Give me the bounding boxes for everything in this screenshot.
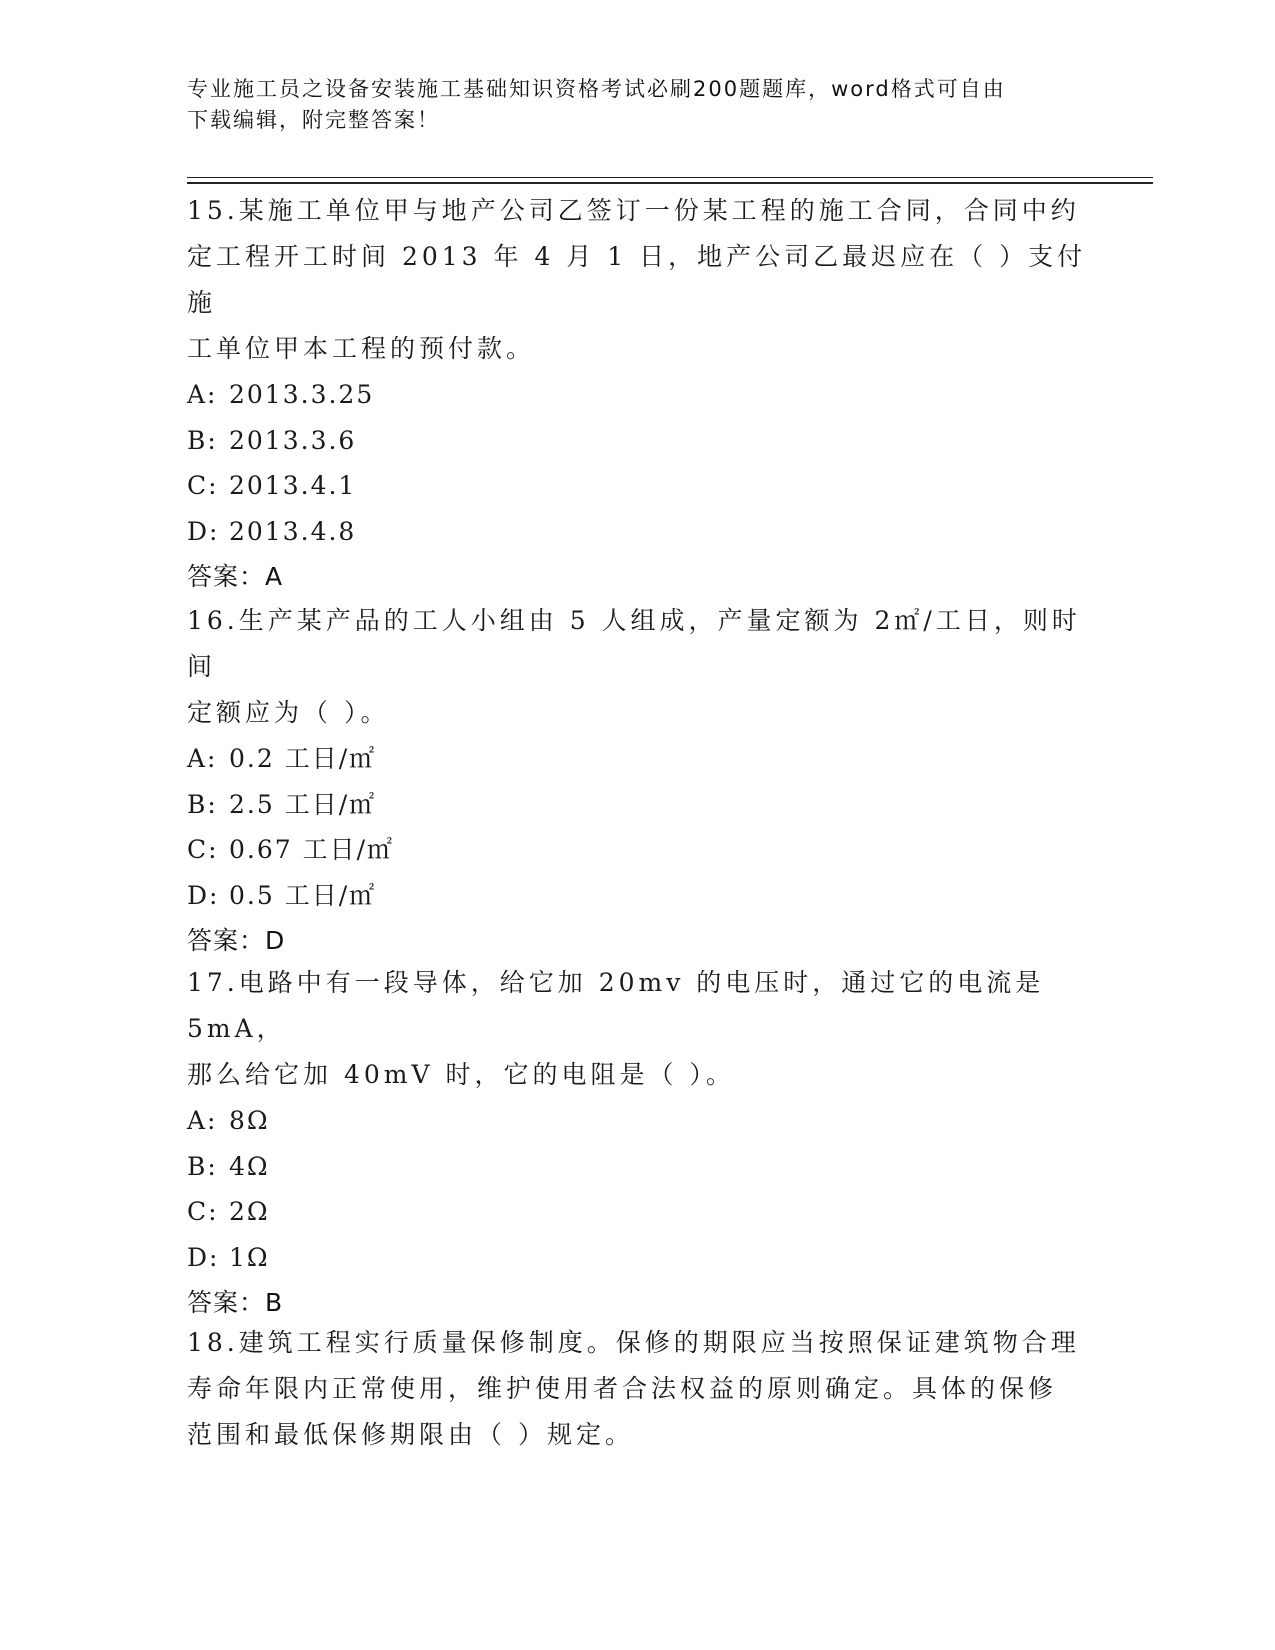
option-c — [187, 827, 1087, 873]
question-stem-line: 那么给它加 40mV 时，它的电阻是（ ）。 — [187, 1060, 735, 1089]
question-stem-line: 15.某施工单位甲与地产公司乙签订一份某工程的施工合同，合同中约 — [187, 196, 1080, 225]
option-text: 2013.3.6 — [229, 425, 357, 455]
option-b — [187, 418, 1087, 464]
option-d — [187, 1235, 1087, 1281]
option-text: 1Ω — [229, 1242, 270, 1272]
option-a — [187, 736, 1087, 782]
option-text: 4Ω — [229, 1151, 270, 1181]
option-text: 0.2 工日/㎡ — [229, 744, 377, 773]
option-text: 2013.3.25 — [229, 380, 375, 409]
header-line-2: 下载编辑，附完整答案！ — [187, 108, 440, 132]
option-d — [187, 509, 1087, 555]
option-key: A: — [187, 380, 218, 409]
option-b — [187, 782, 1087, 828]
option-key: D: — [187, 516, 220, 546]
option-key: C: — [187, 1197, 219, 1226]
option-c — [187, 1189, 1087, 1235]
option-text: 0.5 工日/㎡ — [229, 880, 377, 910]
option-text: 2013.4.1 — [229, 471, 357, 500]
question-15 — [187, 188, 1087, 600]
option-key: A: — [187, 744, 218, 773]
option-key: C: — [187, 471, 219, 500]
option-key: C: — [187, 835, 219, 864]
option-text: 2013.4.8 — [229, 516, 357, 546]
option-key: B: — [187, 425, 218, 455]
option-a — [187, 372, 1087, 418]
option-key: B: — [187, 789, 218, 819]
question-16 — [187, 598, 1087, 964]
question-stem-line: 17.电路中有一段导体，给它加 20mv 的电压时，通过它的电流是 5mA， — [187, 968, 1045, 1043]
question-stem-line: 定工程开工时间 2013 年 4 月 1 日，地产公司乙最迟应在（ ）支付施 — [187, 242, 1087, 317]
option-key: A: — [187, 1106, 218, 1135]
option-text: 2Ω — [229, 1197, 270, 1226]
question-stem-line: 工单位甲本工程的预付款。 — [187, 334, 536, 363]
option-text: 0.67 工日/㎡ — [229, 835, 395, 864]
question-stem-line: 定额应为（ ）。 — [187, 698, 390, 727]
option-text: 2.5 工日/㎡ — [229, 789, 377, 819]
question-stem-line: 范围和最低保修期限由（ ）规定。 — [187, 1420, 634, 1449]
header-line-1: 专业施工员之设备安装施工基础知识资格考试必刷200题题库，word格式可自由 — [187, 77, 1006, 101]
option-b — [187, 1144, 1087, 1190]
question-stem-line: 16.生产某产品的工人小组由 5 人组成，产量定额为 2㎡/工日，则时间 — [187, 606, 1081, 681]
header-rule-thin — [187, 177, 1153, 178]
answer-line: 答案：D — [187, 926, 286, 955]
option-key: D: — [187, 1242, 220, 1272]
option-d — [187, 873, 1087, 919]
answer-line: 答案：A — [187, 562, 284, 591]
question-stem-line: 18.建筑工程实行质量保修制度。保修的期限应当按照保证建筑物合理 — [187, 1328, 1080, 1357]
option-key: D: — [187, 880, 220, 910]
question-17 — [187, 960, 1087, 1326]
option-key: B: — [187, 1151, 218, 1181]
answer-line: 答案：B — [187, 1288, 284, 1317]
option-c — [187, 463, 1087, 509]
question-stem-line: 寿命年限内正常使用，维护使用者合法权益的原则确定。具体的保修 — [187, 1374, 1058, 1403]
document-header — [187, 74, 1087, 136]
header-rule-thick — [187, 182, 1153, 184]
option-text: 8Ω — [229, 1106, 270, 1135]
option-a — [187, 1098, 1087, 1144]
question-18 — [187, 1320, 1087, 1458]
